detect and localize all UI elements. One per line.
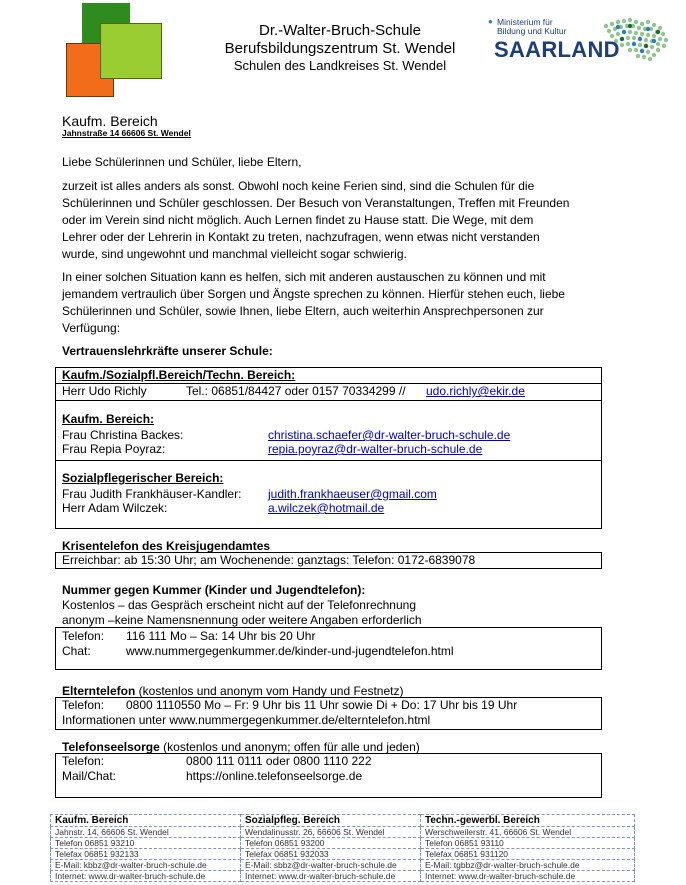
eltern-info: Informationen unter www.nummergegenkummer.de/elterntelefon.html xyxy=(62,713,431,727)
trust-contact-email-link[interactable]: udo.richly@ekir.de xyxy=(426,384,525,398)
sozial-contact-name: Frau Judith Frankhäuser-Kandler: xyxy=(62,487,242,501)
footer-cell: Wendalinusstr. 26, 66606 St. Wendel xyxy=(241,827,421,838)
kummer-tel-value: 116 111 Mo – Sa: 14 Uhr bis 20 Uhr xyxy=(126,629,316,643)
seelsorge-tel-value: 0800 111 0111 oder 0800 1110 222 xyxy=(186,754,372,768)
kaufm-contact-email-link[interactable]: christina.schaefer@dr-walter-bruch-schule.de xyxy=(268,428,511,442)
footer-cell: Internet: www.dr-walter-bruch-schule.de xyxy=(51,871,241,882)
sozial-heading: Sozialpflegerischer Bereich: xyxy=(62,471,224,485)
sender-department: Kaufm. Bereich xyxy=(62,113,158,129)
footer-cell: E-Mail: tgbbz@dr-walter-bruch-schule.de xyxy=(421,860,635,871)
trust-teachers-heading: Vertrauenslehrkräfte unserer Schule: xyxy=(62,344,273,358)
trust-general-heading: Kaufm./Sozialpfl.Bereich/Techn. Bereich: xyxy=(62,368,296,382)
paragraph-2-line: jemandem vertraulich über Sorgen und Ängste sprechen zu können. Hierfür stehen euch, liebe xyxy=(62,287,565,301)
footer-column-title: Techn.-gewerbl. Bereich xyxy=(421,815,635,827)
school-subtitle-2: Schulen des Landkreises St. Wendel xyxy=(233,58,447,73)
trust-contact-phone: Tel.: 06851/84427 oder 0157 70334299 // xyxy=(186,384,406,398)
kummer-chat-label: Chat: xyxy=(62,644,91,658)
footer-cell: E-Mail: sbbz@dr-walter-bruch-schule.de xyxy=(241,860,421,871)
kummer-heading: Nummer gegen Kummer (Kinder und Jugendtelefon): xyxy=(62,583,366,597)
footer-column-title: Sozialpfleg. Bereich xyxy=(241,815,421,827)
seelsorge-heading-note: (kostenlos und anonym; offen für alle und jeden) xyxy=(159,740,420,754)
paragraph-1-line: zurzeit ist alles anders als sonst. Obwohl noch keine Ferien sind, sind die Schulen für die xyxy=(62,179,535,193)
letter-paragraph-2 xyxy=(62,269,565,337)
footer-cell: Telefon 06851 93210 xyxy=(51,838,241,849)
kummer-chat-value: www.nummergegenkummer.de/kinder-und-jugendtelefon.html xyxy=(126,644,454,658)
logo-square-light-green xyxy=(100,23,162,79)
seelsorge-chat-value: https://online.telefonseelsorge.de xyxy=(186,769,363,783)
paragraph-1-line: Lehrer oder der Lehrerin in Kontakt zu treten, nachzufragen, wenn etwas nicht verstanden xyxy=(62,230,540,244)
paragraph-2-line: In einer solchen Situation kann es helfen, sich mit anderen austauschen zu können und mit xyxy=(62,270,546,284)
paragraph-1-line: wurde, sind ungewohnt und manchmal vielleicht sogar schwierig. xyxy=(62,247,407,261)
eltern-heading-note: (kostenlos und anonym vom Handy und Festnetz) xyxy=(135,684,404,698)
trust-contact-name: Herr Udo Richly xyxy=(62,384,147,398)
footer-cell: Telefon 06851 93200 xyxy=(241,838,421,849)
kummer-tel-label: Telefon: xyxy=(62,629,105,643)
footer-cell: Telefon 06851 93110 xyxy=(421,838,635,849)
school-header xyxy=(190,22,490,74)
kaufm-contact-name: Frau Repia Poyraz: xyxy=(62,442,166,456)
footer-row xyxy=(51,871,635,882)
sozial-contact-name: Herr Adam Wilczek: xyxy=(62,501,168,515)
footer-cell: E-Mail: kbbz@dr-walter-bruch-schule.de xyxy=(51,860,241,871)
kummer-line-1: Kostenlos – das Gespräch erscheint nicht auf der Telefonrechnung xyxy=(62,598,416,612)
seelsorge-chat-label: Mail/Chat: xyxy=(62,769,117,783)
trust-section-divider xyxy=(55,460,602,461)
footer-cell: Jahnstr. 14, 66606 St. Wendel xyxy=(51,827,241,838)
footer-row xyxy=(51,849,635,860)
footer-cell: Werschweilerstr. 41, 66606 St. Wendel xyxy=(421,827,635,838)
paragraph-2-line: Schülerinnen und Schüler, sowie Ihnen, liebe Eltern, auch weiterhin Ansprechpersonen zur xyxy=(62,304,544,318)
ministry-star-icon: ● xyxy=(488,17,493,26)
footer-cell: Telefax 06851 932133 xyxy=(51,849,241,860)
sozial-contact-email-link[interactable]: judith.frankhaeuser@gmail.com xyxy=(268,487,437,501)
footer-column-title: Kaufm. Bereich xyxy=(51,815,241,827)
kaufm-contact-email-link[interactable]: repia.poyraz@dr-walter-bruch-schule.de xyxy=(268,442,483,456)
footer-header-row xyxy=(51,815,635,827)
school-logo xyxy=(66,3,164,97)
paragraph-1-line: Schülerinnen und Schüler geschlossen. Der Besuch von Veranstaltungen, Treffen mit Freunden xyxy=(62,196,570,210)
letter-paragraph-1 xyxy=(62,178,569,263)
ministry-line-1: Ministerium für xyxy=(497,17,553,27)
footer-row xyxy=(51,827,635,838)
footer-cell: Telefax 06851 932033 xyxy=(241,849,421,860)
footer-cell: Internet: www.dr-walter-bruch-schule.de xyxy=(421,871,635,882)
sender-address: Jahnstraße 14 66606 St. Wendel xyxy=(62,128,191,138)
footer-address-table xyxy=(50,814,635,882)
saarland-wordmark: SAARLAND xyxy=(494,37,620,62)
footer-row xyxy=(51,838,635,849)
footer-cell: Telefax 06851 931120 xyxy=(421,849,635,860)
paragraph-2-line: Verfügung: xyxy=(62,321,121,335)
footer-row xyxy=(51,860,635,871)
school-subtitle: Berufsbildungszentrum St. Wendel xyxy=(224,40,456,57)
paragraph-1-line: oder im Verein sind nicht möglich. Auch Lernen findet zu Hause statt. Die Wege, mit dem xyxy=(62,213,534,227)
kummer-line-2: anonym –keine Namensnennung oder weitere Angaben erforderlich xyxy=(62,613,422,627)
school-name: Dr.-Walter-Bruch-Schule xyxy=(259,22,421,39)
letter-greeting: Liebe Schülerinnen und Schüler, liebe Eltern, xyxy=(62,155,302,169)
footer-cell: Internet: www.dr-walter-bruch-schule.de xyxy=(241,871,421,882)
krisen-text: Erreichbar: ab 15:30 Uhr; am Wochenende: ganztags: Telefon: 0172-6839078 xyxy=(62,553,476,567)
kaufm-heading: Kaufm. Bereich: xyxy=(62,412,155,426)
eltern-heading: Elterntelefon xyxy=(62,684,136,698)
eltern-tel-value: 0800 1110550 Mo – Fr: 9 Uhr bis 11 Uhr sowie Di + Do: 17 Uhr bis 19 Uhr xyxy=(126,698,518,712)
ministry-line-2: Bildung und Kultur xyxy=(497,26,567,36)
seelsorge-heading: Telefonseelsorge xyxy=(62,740,160,754)
krisen-heading: Krisentelefon des Kreisjugendamtes xyxy=(62,539,271,553)
sozial-contact-email-link[interactable]: a.wilczek@hotmail.de xyxy=(268,501,385,515)
kaufm-contact-name: Frau Christina Backes: xyxy=(62,428,184,442)
trust-section-divider xyxy=(55,400,602,401)
eltern-tel-label: Telefon: xyxy=(62,698,105,712)
seelsorge-tel-label: Telefon: xyxy=(62,754,105,768)
saarland-ministry-logo xyxy=(488,14,678,74)
